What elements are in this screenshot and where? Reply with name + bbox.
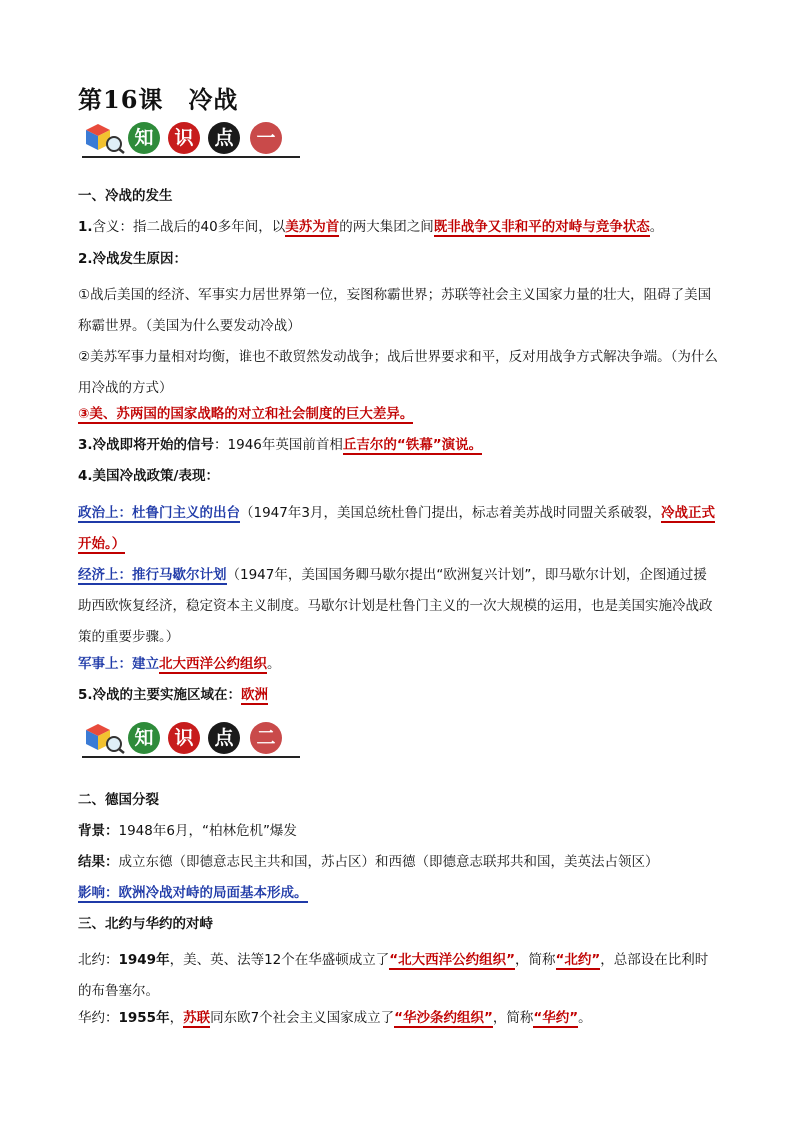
badge-char-4: 一	[250, 122, 282, 154]
cube-magnifier-icon	[82, 720, 126, 754]
warsaw-label: 华约：	[78, 1010, 119, 1026]
warsaw-year: 1955年	[118, 1010, 170, 1026]
warsaw-text-d: 。	[578, 1010, 592, 1026]
signal-highlight: 丘吉尔的“铁幕”演说。	[342, 437, 483, 453]
nato-text-c: ，总部设在比利时的布鲁塞尔。	[78, 952, 709, 999]
section-heading-2: 二、德国分裂	[78, 792, 159, 808]
policy-heading: 4.美国冷战政策/表现：	[78, 468, 219, 484]
economy-line	[78, 560, 718, 653]
badge-char-3: 点	[208, 122, 240, 154]
badge-char-1: 知	[128, 122, 160, 154]
politics-label: 政治上：杜鲁门主义的出台	[78, 505, 240, 521]
nato-year: 1949年	[118, 952, 170, 968]
knowledge-point-badge-1	[82, 118, 300, 158]
warsaw-text-a: ，	[169, 1010, 184, 1026]
warsaw-highlight-2: “华约”	[533, 1010, 579, 1026]
meaning-highlight-2: 既非战争又非和平的对峙与竞争状态	[433, 219, 650, 235]
warsaw-highlight-1: “华沙条约组织”	[394, 1010, 493, 1026]
meaning-text-b: 的两大集团之间	[339, 219, 434, 235]
impact-text: 欧洲冷战对峙的局面基本形成。	[118, 885, 308, 901]
meaning-label: 1.	[78, 219, 93, 235]
politics-line	[78, 498, 718, 560]
lesson-title: 第16课 冷战	[78, 85, 239, 114]
area-line	[78, 685, 718, 705]
military-highlight: 北大西洋公约组织	[159, 656, 267, 672]
meaning-highlight-1: 美苏为首	[285, 219, 340, 235]
result-line	[78, 852, 718, 872]
meaning-line	[78, 217, 718, 237]
meaning-text-c: 。	[649, 219, 664, 235]
meaning-text-a: 含义：指二战后的40多年间，以	[92, 219, 286, 235]
cube-magnifier-icon	[82, 120, 126, 154]
signal-label: 3.冷战即将开始的信号	[78, 437, 215, 453]
nato-text-b: ，简称	[515, 952, 556, 968]
signal-text: ：1946年英国前首相	[214, 437, 343, 453]
economy-text: （1947年，美国国务卿马歇尔提出“欧洲复兴计划”，即马歇尔计划，企图通过援助西欧恢复经济，稳定资本主义制度。马歇尔计划是杜鲁门主义的一次大规模的运用，也是美国实施冷战政策的重要步骤。）	[78, 567, 713, 645]
section-heading-1: 一、冷战的发生	[78, 188, 173, 204]
background-text: 1948年6月，“柏林危机”爆发	[118, 823, 297, 839]
background-label: 背景：	[78, 823, 119, 839]
badge-char-2: 识	[168, 722, 200, 754]
cause-3	[78, 404, 718, 424]
badge-underline	[82, 756, 300, 758]
cause-2: ②美苏军事力量相对均衡，谁也不敢贸然发动战争；战后世界要求和平，反对用战争方式解决争端。（为什么用冷战的方式）	[78, 349, 718, 396]
military-label: 军事上：	[78, 656, 132, 672]
politics-text: （1947年3月，美国总统杜鲁门提出，标志着美苏战时同盟关系破裂，	[240, 505, 661, 521]
military-text: 建立	[132, 656, 159, 672]
warsaw-text-c: ，简称	[492, 1010, 534, 1026]
badge-char-4: 二	[250, 722, 282, 754]
badge-underline	[82, 156, 300, 158]
nato-text-a: ，美、英、法等12个在华盛顿成立了	[169, 952, 390, 968]
warsaw-text-b: 同东欧7个社会主义国家成立了	[210, 1010, 395, 1026]
badge-char-1: 知	[128, 722, 160, 754]
badge-char-2: 识	[168, 122, 200, 154]
politics-highlight: 冷战正式开始。）	[78, 505, 715, 552]
cause-1: ①战后美国的经济、军事实力居世界第一位，妄图称霸世界；苏联等社会主义国家力量的壮大，阻碍了美国称霸世界。（美国为什么要发动冷战）	[78, 287, 712, 334]
impact-label: 影响：	[78, 885, 119, 901]
nato-line	[78, 945, 718, 1007]
knowledge-point-badge-2	[82, 718, 300, 758]
badge-char-3: 点	[208, 722, 240, 754]
warsaw-highlight-0: 苏联	[183, 1010, 211, 1026]
cause-3-text: ③美、苏两国的国家战略的对立和社会制度的巨大差异。	[78, 406, 414, 422]
military-line	[78, 654, 718, 674]
result-text: 成立东德（即德意志民主共和国，苏占区）和西德（即德意志联邦共和国，美英法占领区）	[118, 854, 659, 870]
nato-label: 北约：	[78, 952, 119, 968]
military-end: 。	[267, 656, 281, 672]
nato-highlight-1: “北大西洋公约组织”	[389, 952, 516, 968]
cause-heading: 2.冷战发生原因：	[78, 251, 188, 267]
background-line	[78, 821, 718, 841]
warsaw-line	[78, 1008, 718, 1028]
area-highlight: 欧洲	[241, 687, 269, 703]
economy-label: 经济上：推行马歇尔计划	[78, 567, 227, 583]
signal-line	[78, 435, 718, 455]
impact-line	[78, 883, 718, 903]
result-label: 结果：	[78, 854, 119, 870]
section-heading-3: 三、北约与华约的对峙	[78, 916, 213, 932]
area-label: 5.冷战的主要实施区域在：	[78, 687, 242, 703]
nato-highlight-2: “北约”	[555, 952, 601, 968]
